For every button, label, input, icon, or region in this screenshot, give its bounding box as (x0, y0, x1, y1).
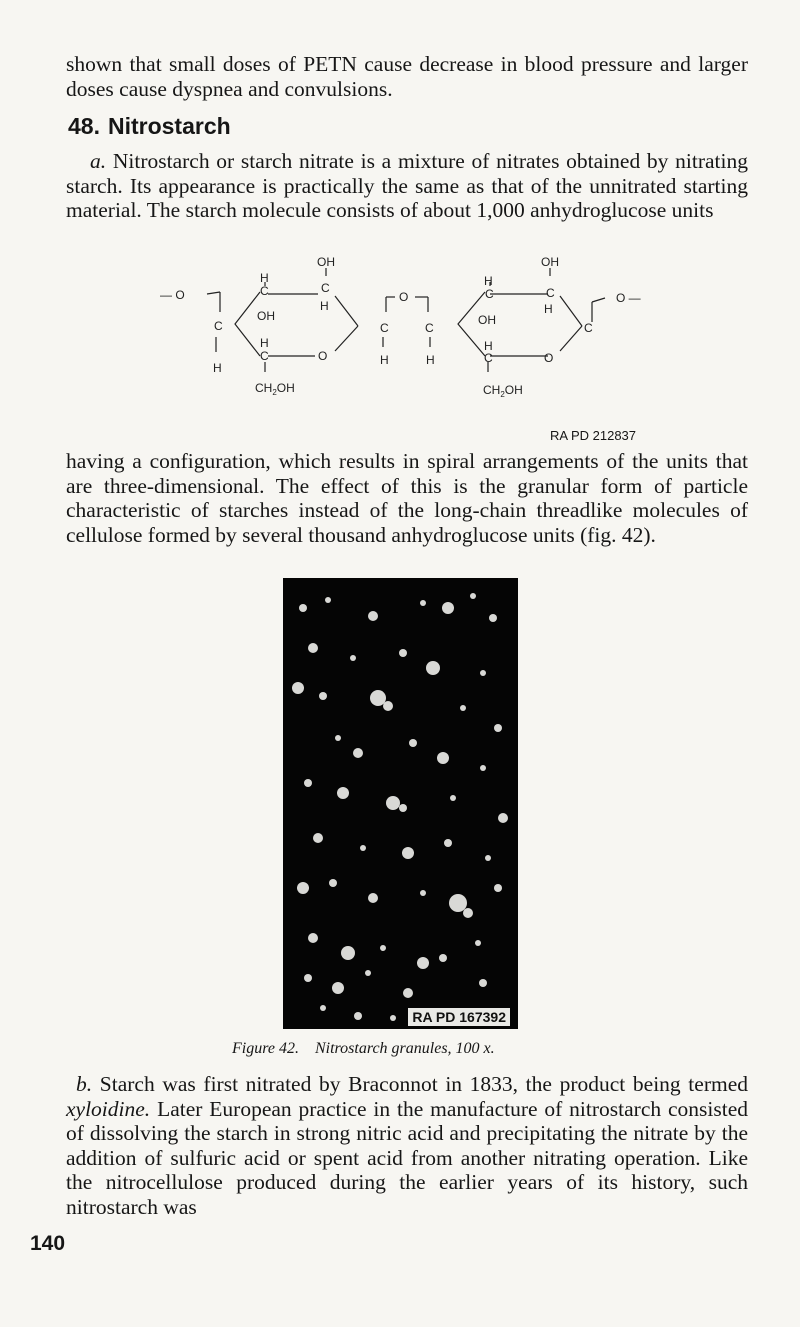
svg-text:C: C (380, 321, 389, 335)
paragraph-a-label: a. (90, 149, 107, 173)
paragraph-b-text-1: Starch was first nitrated by Braconnot in 1833, the product being termed (99, 1072, 749, 1096)
section-number: 48. (68, 113, 100, 139)
svg-text:C: C (260, 349, 269, 363)
svg-text:C: C (260, 284, 269, 298)
paragraph-b-term: xyloidine. (66, 1096, 151, 1121)
paragraph-b-text-2: Later European practice in the manufacture of nitrostarch consisted of dissolving the starch in strong nitric acid and precipitating the nitrate by the addition of sulfuric acid or spent acid from another nitrating operation. Like the nitrocellulose produced during the earlier years of its history, such nitrostarch was (66, 1096, 749, 1219)
paragraph-b-label: b. (76, 1072, 93, 1096)
svg-text:H: H (426, 353, 435, 367)
svg-text:C: C (584, 321, 593, 335)
nitrostarch-granules-photo (283, 578, 518, 1029)
figure-caption-text: Nitrostarch granules, 100 x. (314, 1040, 495, 1057)
figure-caption (232, 1040, 495, 1058)
svg-text:H: H (260, 336, 269, 350)
svg-text:O: O (544, 351, 554, 365)
svg-text:OH: OH (478, 313, 496, 327)
svg-text:C: C (425, 321, 434, 335)
svg-text:C: C (321, 281, 330, 295)
svg-text:H: H (380, 353, 389, 367)
svg-text:H: H (320, 299, 329, 313)
svg-text:H: H (260, 271, 269, 285)
section-title: Nitrostarch (107, 113, 231, 139)
svg-text:C: C (546, 286, 555, 300)
svg-text:OH: OH (541, 255, 559, 269)
page-number: 140 (30, 1232, 66, 1255)
svg-text:O —: O — (616, 291, 641, 305)
svg-text:— O: — O (160, 288, 185, 302)
paragraph-a (66, 149, 748, 223)
paragraph-a-text: Nitrostarch or starch nitrate is a mixture of nitrates obtained by nitrating starch. Its appearance is practically the same as that of the unnitrated starting material. The starch molecule consists of about 1,000 anhydroglucose units (66, 149, 748, 223)
figure-caption-number: Figure 42. (232, 1040, 299, 1057)
formula-reference: RA PD 212837 (550, 428, 637, 443)
intro-paragraph: shown that small doses of PETN cause decrease in blood pressure and larger doses cause dyspnea and convulsions. (66, 52, 748, 101)
svg-text:H: H (484, 274, 493, 288)
svg-text:O: O (318, 349, 328, 363)
svg-text:O: O (399, 290, 409, 304)
svg-text:H: H (213, 361, 222, 375)
svg-text:CH2OH: $CH_2OH$ (483, 383, 523, 399)
svg-text:H: H (544, 302, 553, 316)
paragraph-b (66, 1072, 748, 1220)
starch-structure-formula (150, 252, 660, 402)
svg-text:OH: OH (317, 255, 335, 269)
svg-text:C: C (484, 351, 493, 365)
svg-text:C: C (214, 319, 223, 333)
formula-atoms (160, 255, 641, 399)
paragraph-a-continued: having a configuration, which results in spiral arrangements of the units that are three-dimensional. The effect of this is the granular form of particle characteristic of starches instead of the long-chain threadlike molecules of cellulose formed by several thousand anhydroglucose units (fig. 42). (66, 449, 748, 547)
svg-text:C: C (485, 287, 494, 301)
section-heading (68, 113, 231, 140)
svg-text:OH: OH (257, 309, 275, 323)
svg-text:CH2OH: $CH_2OH$ (255, 381, 295, 397)
granules-image (283, 578, 518, 1029)
svg-text:H: H (484, 339, 493, 353)
granules (292, 593, 508, 1021)
photo-reference-label: RA PD 167392 (408, 1008, 510, 1026)
